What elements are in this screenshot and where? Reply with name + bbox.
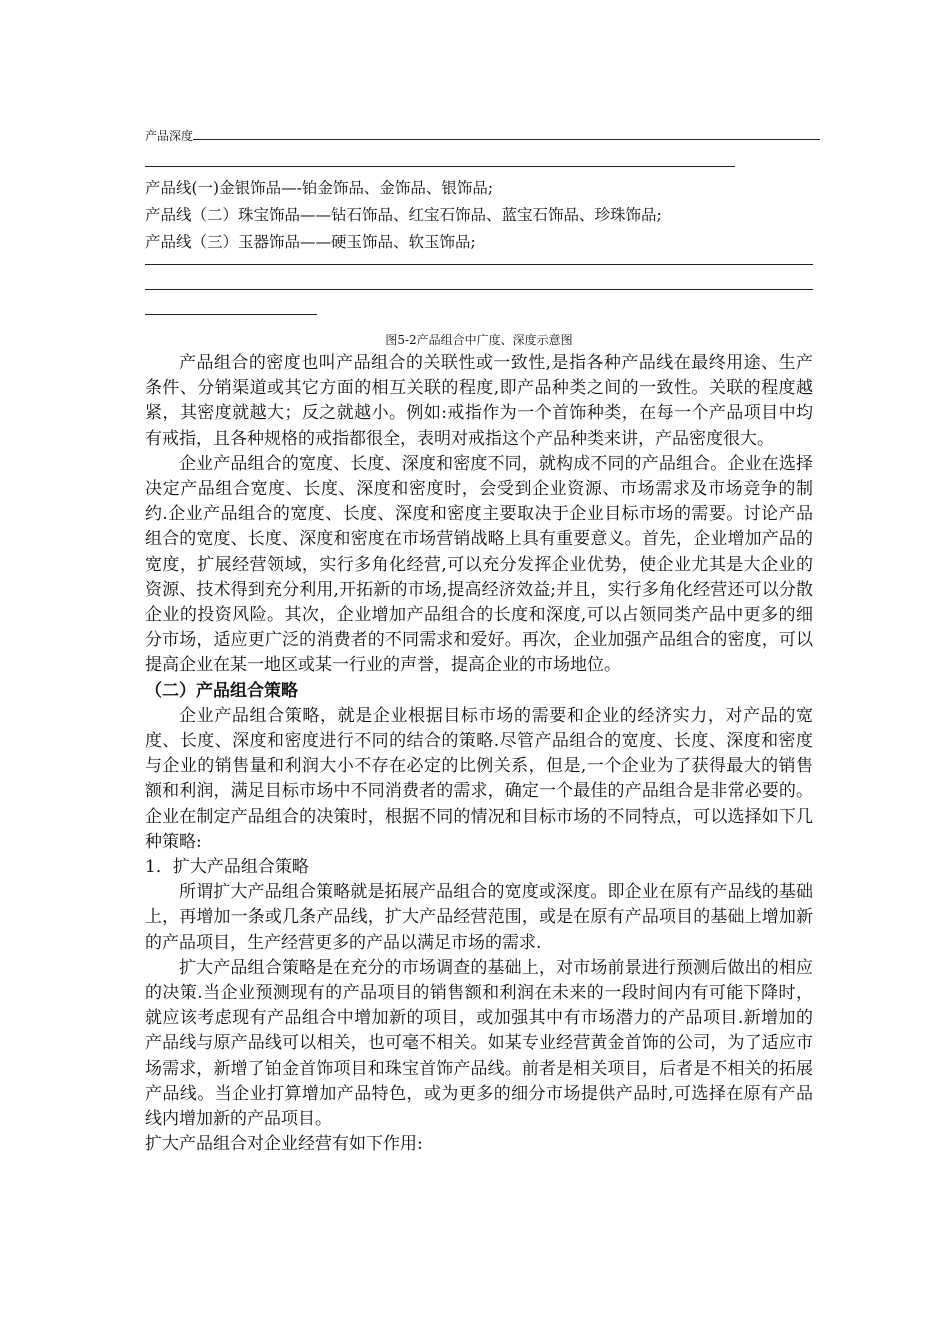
paragraph: 所谓扩大产品组合策略就是拓展产品组合的宽度或深度。即企业在原有产品线的基础上，再增加一条或几条产品线，扩大产品经营范围，或是在原有产品项目的基础上增加新的产品项目，生产经营更多的产品以满足市场的需求.: [145, 882, 813, 953]
depth-label: 产品深度: [145, 129, 194, 143]
subsection-heading: 1．扩大产品组合策略: [145, 857, 309, 878]
product-line-1: 产品线(一)金银饰品—-铂金饰品、金饰品、银饰品;: [145, 179, 494, 197]
divider-line: [145, 264, 813, 265]
document-page: [145, 120, 820, 1158]
paragraph: 产品组合的密度也叫产品组合的关联性或一致性,是指各种产品线在最终用途、生产条件、分销渠道或其它方面的相互关联的程度,即产品种类之间的一致性。关联的程度越紧，其密度就越大；反之就越小。例如:戒指作为一个首饰种类，在每一个产品项目中均有戒指，且各种规格的戒指都很全，表明对戒指这个产品种类来讲，产品密度很大。: [145, 353, 813, 449]
section-heading: （二）产品组合策略: [145, 680, 298, 701]
body-text: [145, 351, 813, 1158]
paragraph: 企业产品组合策略，就是企业根据目标市场的需要和企业的经济实力，对产品的宽度、长度、深度和密度进行不同的结合的策略.尽管产品组合的宽度、长度、深度和密度与企业的销售量和利润大小不存在必定的比例关系，但是,一个企业为了获得最大的销售额和利润，满足目标市场中不同消费者的需求，确定一个最佳的产品组合是非常必要的。企业在制定产品组合的决策时，根据不同的情况和目标市场的不同特点，可以选择如下几种策略:: [145, 705, 813, 852]
divider-line: [145, 166, 735, 167]
depth-header: [145, 120, 820, 144]
depth-rule: [193, 133, 820, 140]
product-line-3: 产品线（三）玉器饰品——硬玉饰品、软玉饰品;: [145, 233, 476, 251]
paragraph: 扩大产品组合策略是在充分的市场调查的基础上，对市场前景进行预测后做出的相应的决策.当企业预测现有的产品项目的销售额和利润在未来的一段时间内有可能下降时，就应该考虑现有产品组合中增加新的项目，或加强其中有市场潜力的产品项目.新增加的产品线与原产品线可以相关，也可毫不相关。如某专业经营黄金首饰的公司，为了适应市场需求，新增了铂金首饰项目和珠宝首饰产品线。前者是相关项目，后者是不相关的拓展产品线。当企业打算增加产品特色，或为更多的细分市场提供产品时,可选择在原有产品线内增加新的产品项目。: [145, 957, 813, 1130]
divider-line: [145, 314, 317, 315]
product-line-2: 产品线（二）珠宝饰品——钻石饰品、红宝石饰品、蓝宝石饰品、珍珠饰品;: [145, 206, 662, 224]
closing-line: 扩大产品组合对企业经营有如下作用:: [145, 1134, 423, 1155]
figure-caption: 图5-2产品组合中广度、深度示意图: [385, 333, 573, 347]
divider-line: [145, 289, 813, 290]
product-lines: [145, 175, 820, 256]
paragraph: 企业产品组合的宽度、长度、深度和密度不同，就构成不同的产品组合。企业在选择决定产品组合宽度、长度、深度和密度时，会受到企业资源、市场需求及市场竞争的制约.企业产品组合的宽度、长度、深度和密度主要取决于企业目标市场的需要。讨论产品组合的宽度、长度、深度和密度在市场营销战略上具有重要意义。首先，企业增加产品的宽度，扩展经营领域，实行多角化经营,可以充分发挥企业优势，使企业尤其是大企业的资源、技术得到充分利用,开拓新的市场,提高经济效益;并且，实行多角化经营还可以分散企业的投资风险。其次，企业增加产品组合的长度和深度,可以占领同类产品中更多的细分市场，适应更广泛的消费者的不同需求和爱好。再次，企业加强产品组合的密度，可以提高企业在某一地区或某一行业的声誉，提高企业的市场地位。: [145, 453, 813, 676]
